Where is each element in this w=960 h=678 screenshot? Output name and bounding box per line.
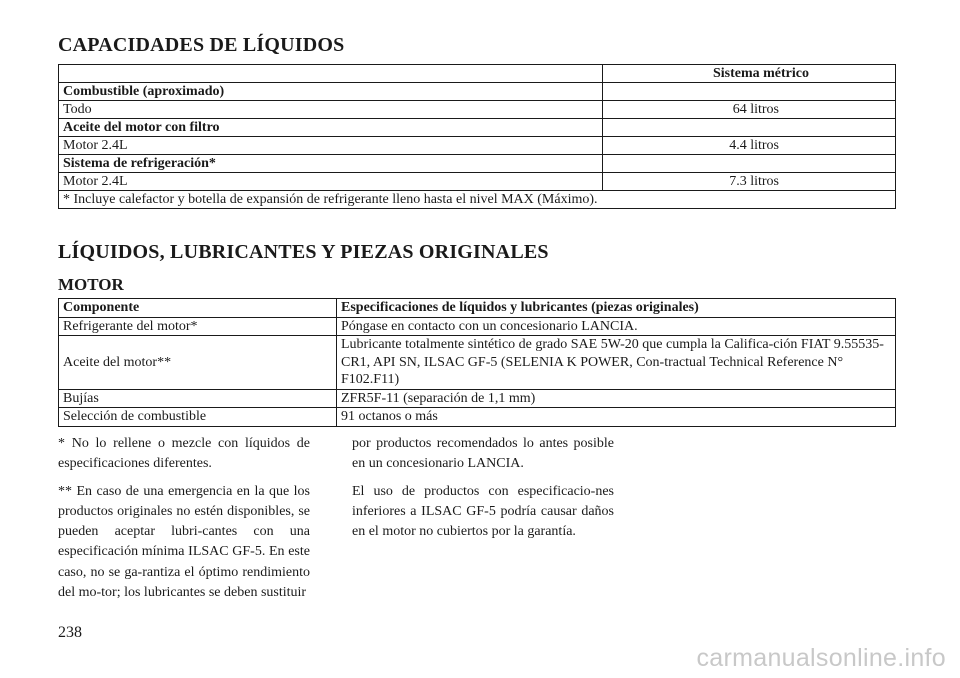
table-row — [59, 101, 896, 119]
component-cell: Refrigerante del motor* — [59, 317, 337, 336]
table-header-row — [59, 65, 896, 83]
item-value: 7.3 litros — [603, 173, 896, 191]
capacities-footnote: * Incluye calefactor y botella de expansión de refrigerante lleno hasta el nivel MAX (Máximo). — [59, 191, 896, 209]
item-label: Motor 2.4L — [59, 137, 603, 155]
item-label: Todo — [59, 101, 603, 119]
item-label: Motor 2.4L — [59, 173, 603, 191]
notes-right-column — [342, 434, 614, 549]
note-paragraph: por productos recomendados lo antes posible en un concesionario LANCIA. — [352, 436, 614, 472]
table-row — [59, 119, 896, 137]
watermark-text: carmanualsonline.info — [696, 644, 946, 672]
column-header-metric: Sistema métrico — [603, 65, 896, 83]
note-paragraph: El uso de productos con especificacio-nes inferiores a ILSAC GF-5 podría causar daños en el motor no cubiertos por la garantía. — [352, 483, 614, 540]
component-cell: Aceite del motor** — [59, 336, 337, 390]
column-header-spec: Especificaciones de líquidos y lubricantes (piezas originales) — [337, 299, 896, 318]
capacities-table — [58, 64, 896, 209]
engine-fluids-table — [58, 298, 896, 427]
capacities-title: CAPACIDADES DE LÍQUIDOS — [58, 34, 345, 56]
table-row — [59, 173, 896, 191]
page-number: 238 — [58, 624, 82, 641]
note-paragraph: * No lo rellene o mezcle con líquidos de especificaciones diferentes. — [58, 436, 310, 472]
table-row — [59, 83, 896, 101]
component-cell: Selección de combustible — [59, 408, 337, 427]
section-header-oil: Aceite del motor con filtro — [59, 119, 603, 137]
spec-cell: Póngase en contacto con un concesionario LANCIA. — [337, 317, 896, 336]
table-cell — [603, 155, 896, 173]
table-cell — [603, 83, 896, 101]
table-row — [59, 137, 896, 155]
table-cell — [603, 119, 896, 137]
table-row — [59, 389, 896, 408]
section-header-fuel: Combustible (aproximado) — [59, 83, 603, 101]
column-header-component: Componente — [59, 299, 337, 318]
engine-subtitle: MOTOR — [58, 275, 124, 294]
spec-cell: ZFR5F-11 (separación de 1,1 mm) — [337, 389, 896, 408]
component-cell: Bujías — [59, 389, 337, 408]
notes-left-column — [58, 434, 310, 610]
table-cell — [59, 65, 603, 83]
note-paragraph: ** En caso de una emergencia en la que los productos originales no estén disponibles, se pueden aceptar lubri-cantes con una especificación mínima ILSAC GF-5. En este caso, no se ga-rantiza el óptimo rendimiento del mo-tor; los lubricantes se deben sustituir — [58, 483, 310, 601]
item-value: 64 litros — [603, 101, 896, 119]
table-row — [59, 317, 896, 336]
section-header-cooling: Sistema de refrigeración* — [59, 155, 603, 173]
table-header-row — [59, 299, 896, 318]
spec-cell: Lubricante totalmente sintético de grado SAE 5W-20 que cumpla la Califica-ción FIAT 9.55535-CR1, API SN, ILSAC GF-5 (SELENIA K POWER, Con-tractual Technical Reference N° F102.F11) — [337, 336, 896, 390]
table-row — [59, 155, 896, 173]
table-footnote-row — [59, 191, 896, 209]
fluids-title: LÍQUIDOS, LUBRICANTES Y PIEZAS ORIGINALES — [58, 241, 549, 263]
table-row — [59, 336, 896, 390]
item-value: 4.4 litros — [603, 137, 896, 155]
table-row — [59, 408, 896, 427]
spec-cell: 91 octanos o más — [337, 408, 896, 427]
